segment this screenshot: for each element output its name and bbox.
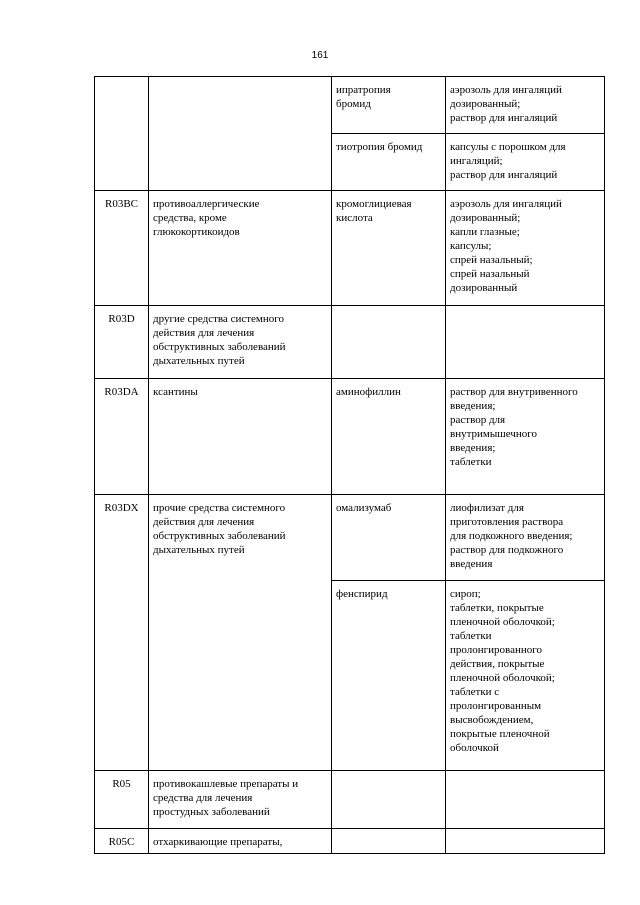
atc-code-cell: R03D	[95, 306, 149, 379]
drug-name-cell	[332, 771, 446, 829]
table-row	[95, 771, 605, 829]
table-row	[95, 191, 605, 306]
dosage-form-cell: капсулы с порошком для ингаляций; раствор для ингаляций	[446, 134, 605, 191]
drug-name-cell: тиотропия бромид	[332, 134, 446, 191]
table-row	[95, 77, 605, 134]
drug-name-cell: ипратропия бромид	[332, 77, 446, 134]
atc-code-cell: R03BC	[95, 191, 149, 306]
drug-name-cell: омализумаб	[332, 495, 446, 581]
atc-code-cell	[95, 77, 149, 191]
page-number: 161	[311, 50, 329, 61]
group-name-cell: другие средства системного действия для лечения обструктивных заболеваний дыхательных путей	[149, 306, 332, 379]
table-row	[95, 829, 605, 854]
table-row	[95, 379, 605, 495]
dosage-form-cell: лиофилизат для приготовления раствора для подкожного введения; раствор для подкожного введения	[446, 495, 605, 581]
group-name-cell: прочие средства системного действия для лечения обструктивных заболеваний дыхательных путей	[149, 495, 332, 771]
group-name-cell: противоаллергические средства, кроме глюкокортикоидов	[149, 191, 332, 306]
table-row	[95, 306, 605, 379]
dosage-form-cell	[446, 829, 605, 854]
dosage-form-cell	[446, 306, 605, 379]
atc-code-cell: R03DA	[95, 379, 149, 495]
drug-name-cell: кромоглициевая кислота	[332, 191, 446, 306]
group-name-cell: отхаркивающие препараты,	[149, 829, 332, 854]
drug-name-cell: аминофиллин	[332, 379, 446, 495]
atc-code-cell: R03DX	[95, 495, 149, 771]
dosage-form-cell: сироп; таблетки, покрытые пленочной оболочкой; таблетки пролонгированного действия, покрытые пленочной оболочкой; таблетки с пролонгированным высвобождением, покрытые пленочной оболочкой	[446, 581, 605, 771]
drug-name-cell	[332, 306, 446, 379]
dosage-form-cell	[446, 771, 605, 829]
group-name-cell	[149, 77, 332, 191]
dosage-form-cell: раствор для внутривенного введения; раствор для внутримышечного введения; таблетки	[446, 379, 605, 495]
group-name-cell: ксантины	[149, 379, 332, 495]
table-row	[95, 495, 605, 581]
dosage-form-cell: аэрозоль для ингаляций дозированный; капли глазные; капсулы; спрей назальный; спрей назальный дозированный	[446, 191, 605, 306]
atc-code-cell: R05	[95, 771, 149, 829]
group-name-cell: противокашлевые препараты и средства для лечения простудных заболеваний	[149, 771, 332, 829]
drug-name-cell	[332, 829, 446, 854]
dosage-form-cell: аэрозоль для ингаляций дозированный; раствор для ингаляций	[446, 77, 605, 134]
drug-name-cell: фенспирид	[332, 581, 446, 771]
drug-classification-table	[94, 76, 605, 854]
atc-code-cell: R05C	[95, 829, 149, 854]
